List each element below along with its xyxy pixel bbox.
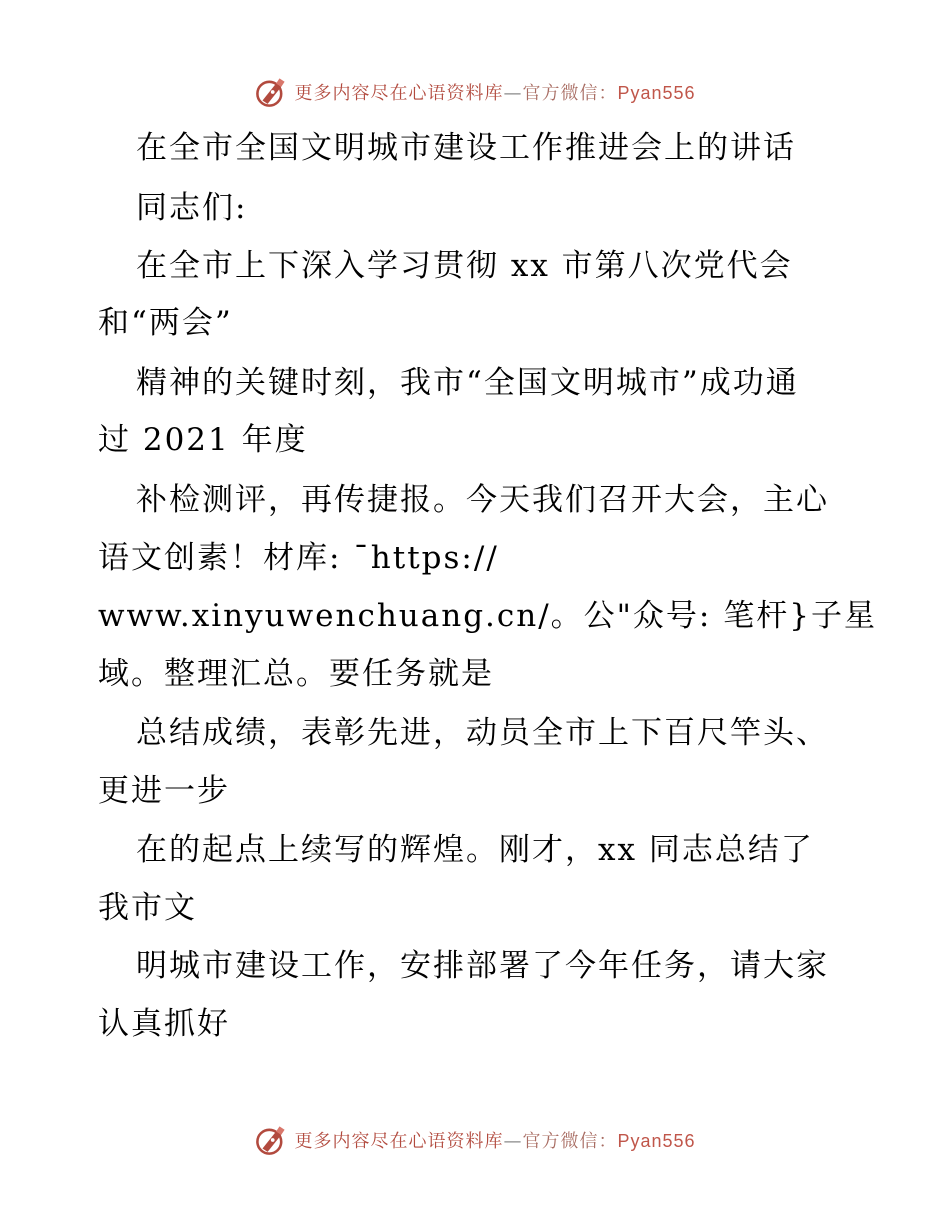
watermark-wechat-id: Pyan556 bbox=[617, 1131, 696, 1151]
watermark-wechat-label: 官方微信： bbox=[522, 83, 618, 104]
paragraph-line: 和“两会” bbox=[98, 305, 233, 341]
paragraph-line: 明城市建设工作，安排部署了今年任务，请大家 bbox=[136, 948, 829, 984]
paragraph-line: 总结成绩，表彰先进，动员全市上下百尺竿头、 bbox=[136, 715, 829, 751]
watermark-separator: — bbox=[503, 83, 523, 104]
pen-nib-logo-icon bbox=[254, 1123, 288, 1157]
watermark-text bbox=[294, 1127, 695, 1153]
paragraph-line: 更进一步 bbox=[98, 773, 230, 809]
paragraph-line: 过 2021 年度 bbox=[98, 422, 308, 458]
watermark-separator: — bbox=[503, 1131, 523, 1152]
paragraph-line: www.xinyuwenchuang.cn/。公"众号: 笔杆}子星 bbox=[98, 598, 877, 634]
watermark-wechat-id: Pyan556 bbox=[617, 83, 696, 103]
paragraph-line: 在的起点上续写的辉煌。刚才，xx 同志总结了 bbox=[136, 832, 814, 868]
paragraph-line: 域。整理汇总。要任务就是 bbox=[98, 656, 494, 692]
paragraph-line: 在全市上下深入学习贯彻 xx 市第八次党代会 bbox=[136, 248, 793, 284]
watermark-main-text: 更多内容尽在心语资料库 bbox=[294, 1131, 504, 1152]
paragraph-line: 我市文 bbox=[98, 890, 197, 926]
paragraph-line: 认真抓好 bbox=[98, 1006, 230, 1042]
watermark-main-text: 更多内容尽在心语资料库 bbox=[294, 83, 504, 104]
paragraph-line: 同志们: bbox=[136, 190, 248, 226]
watermark-wechat-label: 官方微信： bbox=[522, 1131, 618, 1152]
document-title: 在全市全国文明城市建设工作推进会上的讲话 bbox=[136, 130, 796, 166]
watermark-banner-bottom bbox=[0, 1120, 950, 1160]
paragraph-line: 精神的关键时刻，我市“全国文明城市”成功通 bbox=[136, 365, 799, 401]
paragraph-line: 补检测评，再传捷报。今天我们召开大会，主心 bbox=[136, 482, 829, 518]
paragraph-line: 语文创素！材库: ¯https:// bbox=[98, 540, 499, 576]
